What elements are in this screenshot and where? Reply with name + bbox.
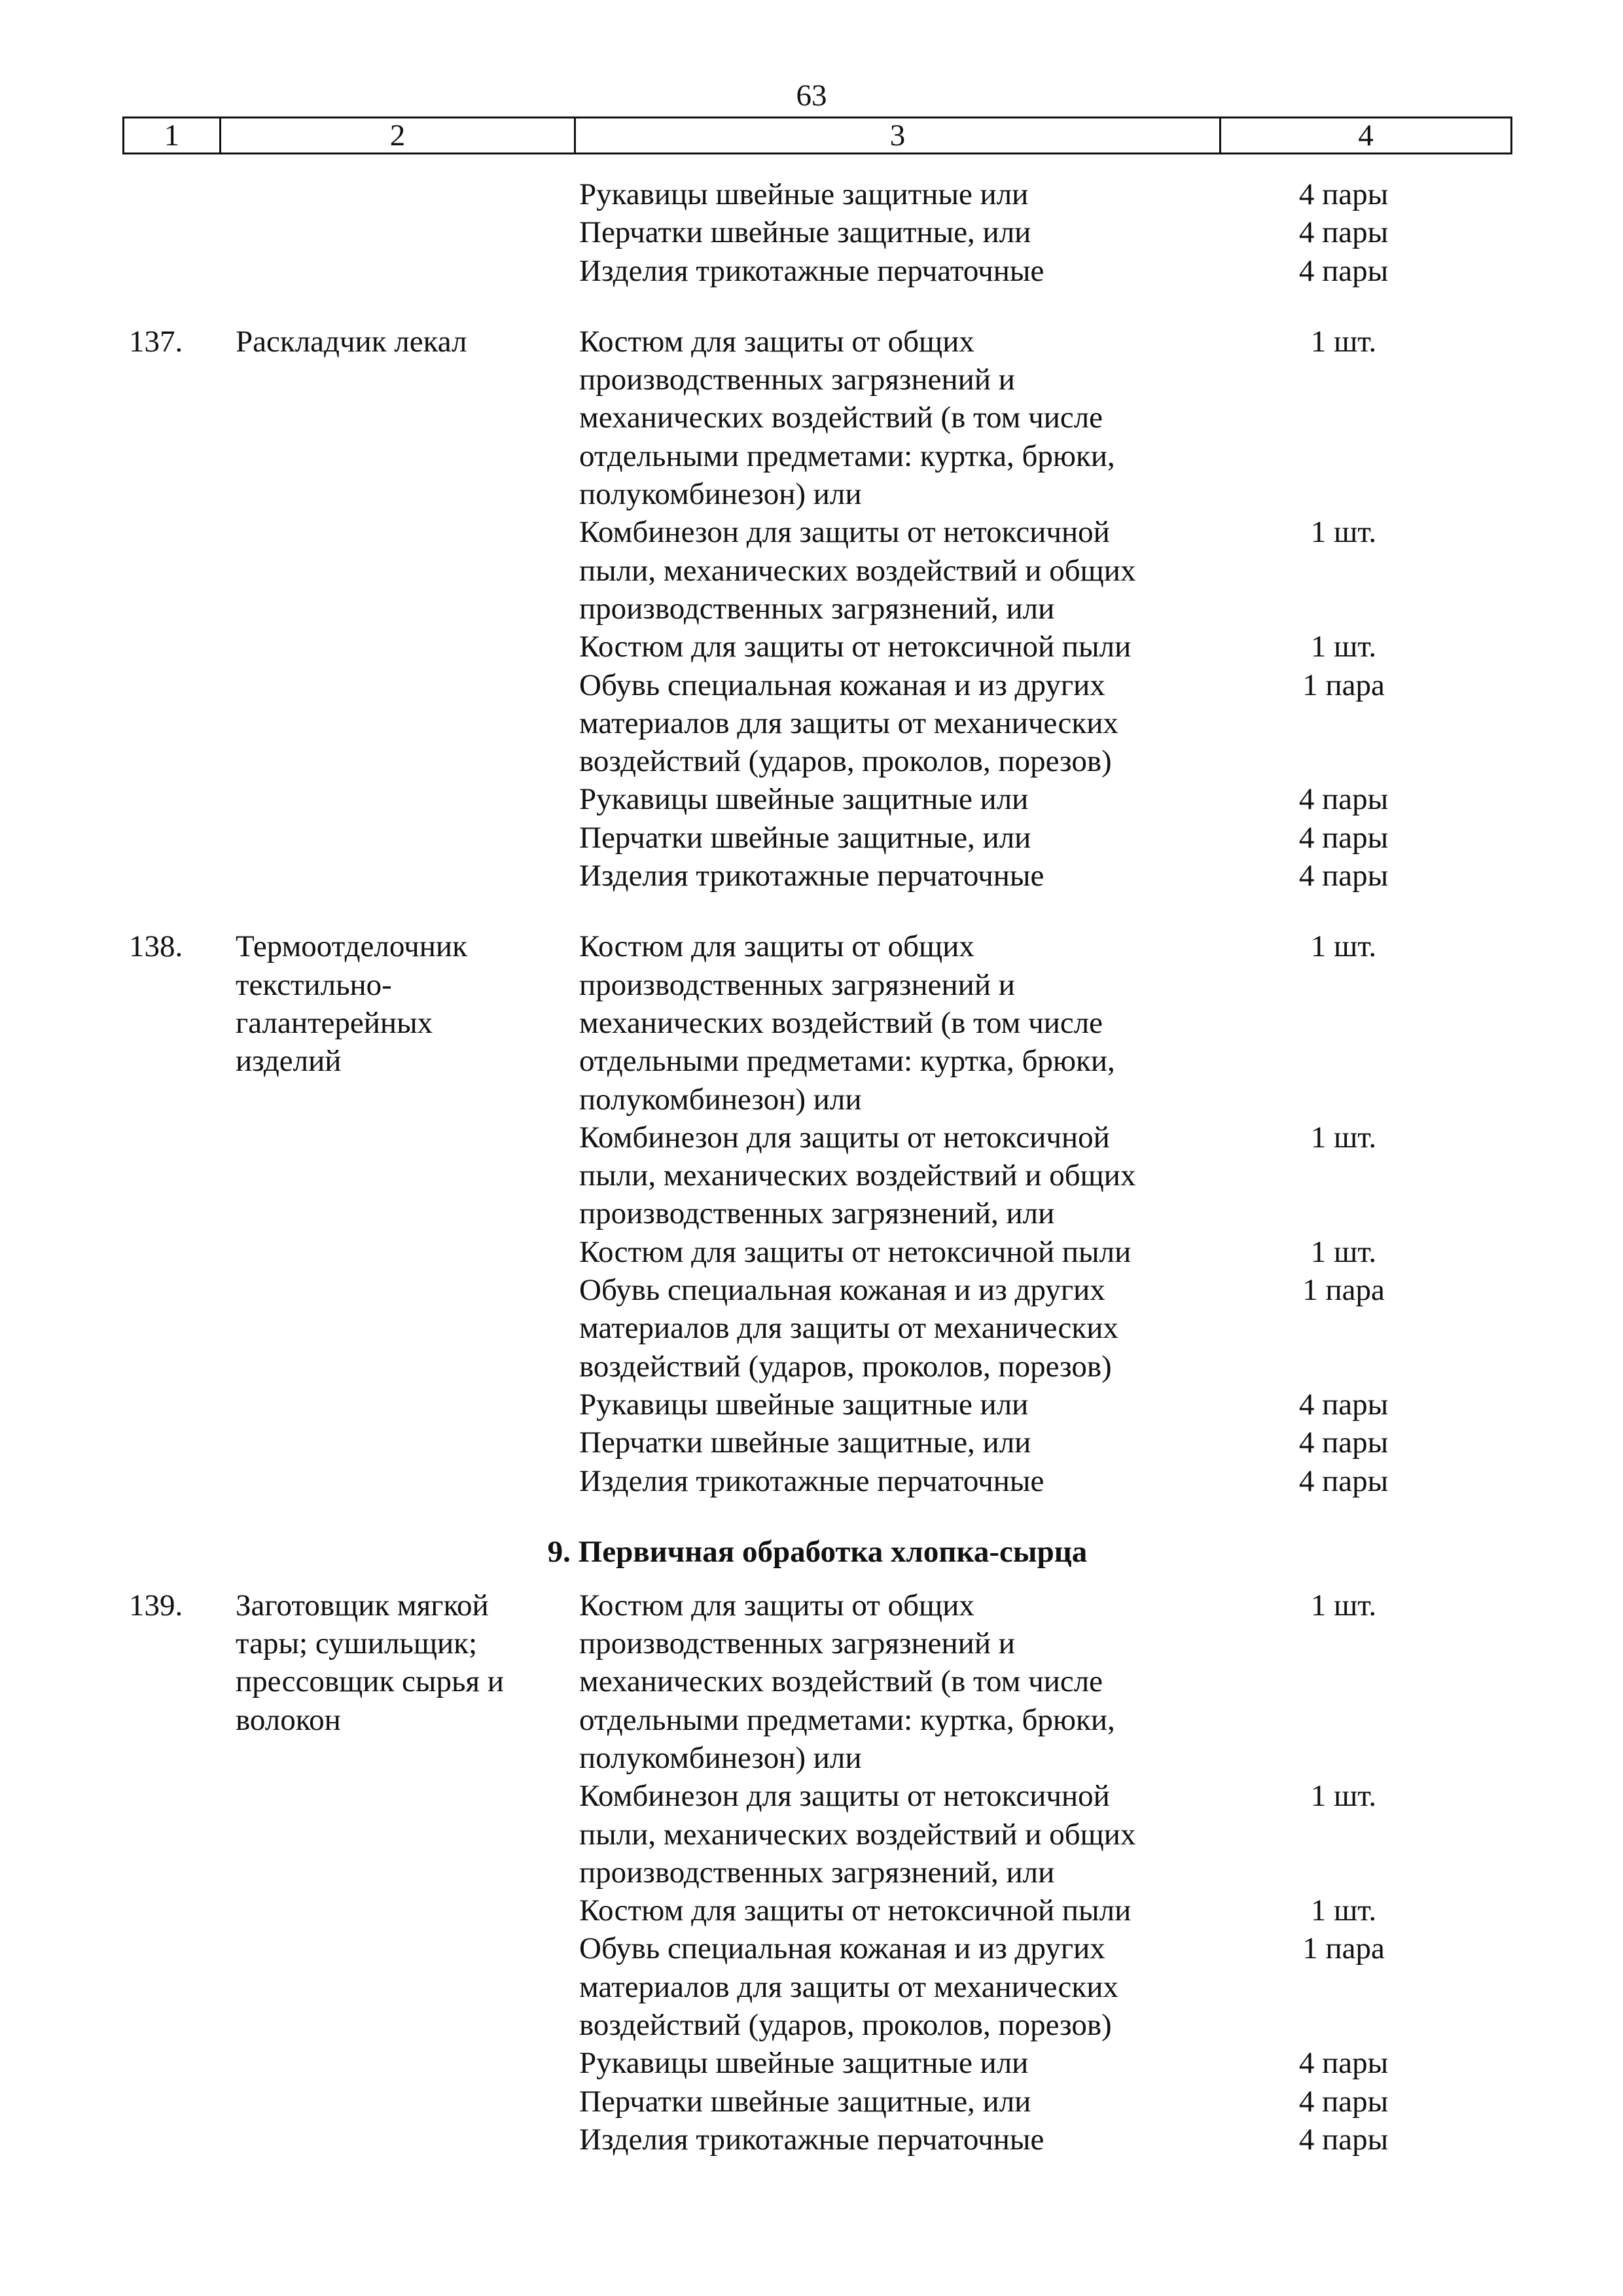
occupation-row: [122, 323, 1512, 895]
ppe-item-name-line: материалов для защиты от механических: [579, 1311, 1118, 1346]
ppe-item-name: [574, 1462, 1219, 1500]
ppe-item-name-line: Комбинезон для защиты от нетоксичной: [579, 515, 1110, 550]
ppe-item-quantity: 4 пары: [1298, 859, 1389, 893]
ppe-item-name-line: Перчатки швейные защитные, или: [579, 1426, 1031, 1460]
ppe-item-name-line: Обувь специальная кожаная и из других: [579, 1273, 1105, 1308]
ppe-item-name: [574, 513, 1219, 628]
ppe-item: [574, 857, 1512, 895]
ppe-item-name-line: Изделия трикотажные перчаточные: [579, 859, 1044, 893]
ppe-item-name-line: Костюм для защиты от общих: [579, 929, 974, 964]
ppe-item-name-line: пыли, механических воздействий и общих: [579, 1817, 1136, 1852]
ppe-item-name: [574, 2044, 1219, 2082]
ppe-item-name-line: полукомбинезон) или: [579, 1082, 862, 1117]
item-list: [574, 175, 1512, 290]
ppe-item-quantity: 1 шт.: [1310, 324, 1377, 359]
ppe-item: [574, 927, 1512, 1118]
ppe-item-name-line: Костюм для защиты от нетоксичной пыли: [579, 1234, 1132, 1269]
ppe-item-quantity: 4 пары: [1298, 1426, 1389, 1460]
occupation-name-line: Термоотделочник: [236, 929, 467, 964]
occupation-name: [219, 927, 574, 1499]
ppe-item-name-line: воздействий (ударов, проколов, порезов): [579, 1349, 1112, 1384]
occupation-name-line: прессовщик сырья и: [236, 1664, 504, 1699]
occupation-name-line: Заготовщик мягкой: [236, 1588, 489, 1623]
ppe-item-name-line: механических воздействий (в том числе: [579, 1664, 1103, 1699]
ppe-item-name-line: Комбинезон для защиты от нетоксичной: [579, 1120, 1110, 1155]
occupation-name-line: волокон: [236, 1702, 341, 1737]
column-header-table: [122, 117, 1512, 154]
ppe-item-name-line: Перчатки швейные защитные, или: [579, 215, 1031, 250]
ppe-item-quantity: 4 пары: [1298, 2122, 1389, 2157]
ppe-item-name-line: Обувь специальная кожаная и из других: [579, 1931, 1105, 1966]
occupation-name-line: Раскладчик лекал: [236, 324, 467, 359]
document-body: [122, 175, 1512, 2191]
ppe-item-quantity: 4 пары: [1298, 253, 1389, 288]
ppe-item-name: [574, 666, 1219, 781]
ppe-item-name: [574, 628, 1219, 666]
header-col-3: 3: [576, 118, 1221, 152]
ppe-item-name: [574, 857, 1219, 895]
row-number: 138.: [129, 929, 183, 964]
ppe-item-name: [574, 1777, 1219, 1892]
ppe-item-quantity: 1 пара: [1302, 668, 1385, 702]
ppe-item-name: [574, 1587, 1219, 1777]
continuation-row: [122, 175, 1512, 290]
ppe-item-name-line: производственных загрязнений и: [579, 967, 1015, 1002]
ppe-item: [574, 1386, 1512, 1424]
occupation-name: [219, 1587, 574, 2159]
ppe-item-name-line: Рукавицы швейные защитные или: [579, 1387, 1029, 1422]
ppe-item: [574, 513, 1512, 628]
page-number: 63: [796, 79, 827, 113]
ppe-item: [574, 1929, 1512, 2044]
ppe-item: [574, 1462, 1512, 1500]
ppe-item-name-line: Рукавицы швейные защитные или: [579, 2046, 1029, 2081]
ppe-item-name-line: Перчатки швейные защитные, или: [579, 820, 1031, 855]
ppe-item-name: [574, 927, 1219, 1118]
ppe-item-quantity: 4 пары: [1298, 1463, 1389, 1498]
ppe-item-name-line: воздействий (ударов, проколов, порезов): [579, 744, 1112, 779]
ppe-item: [574, 1777, 1512, 1892]
ppe-item-name-line: Рукавицы швейные защитные или: [579, 782, 1029, 817]
occupation-row: [122, 1587, 1512, 2159]
ppe-item-name-line: Рукавицы швейные защитные или: [579, 177, 1029, 211]
ppe-item-name: [574, 1892, 1219, 1929]
ppe-item-name: [574, 252, 1219, 290]
ppe-item-name-line: полукомбинезон) или: [579, 477, 862, 512]
ppe-item-quantity: 1 пара: [1302, 1273, 1385, 1308]
ppe-item-name: [574, 1233, 1219, 1271]
ppe-item-name-line: Изделия трикотажные перчаточные: [579, 253, 1044, 288]
occupation-name: [219, 323, 574, 895]
ppe-item-name-line: Костюм для защиты от общих: [579, 1588, 974, 1623]
ppe-item: [574, 2083, 1512, 2121]
ppe-item-quantity: 1 шт.: [1310, 1779, 1377, 1814]
ppe-item-name-line: производственных загрязнений и: [579, 363, 1015, 397]
ppe-item: [574, 1587, 1512, 1777]
ppe-item-quantity: 1 пара: [1302, 1931, 1385, 1966]
ppe-item-name-line: производственных загрязнений и: [579, 1626, 1015, 1661]
ppe-item: [574, 1233, 1512, 1271]
ppe-item-quantity: 1 шт.: [1310, 515, 1377, 550]
ppe-item-quantity: 1 шт.: [1310, 1120, 1377, 1155]
ppe-item-name-line: материалов для защиты от механических: [579, 1969, 1118, 2004]
ppe-item-name-line: Комбинезон для защиты от нетоксичной: [579, 1779, 1110, 1814]
ppe-item-name-line: Изделия трикотажные перчаточные: [579, 2122, 1044, 2157]
occupation-name-line: текстильно-: [236, 967, 392, 1002]
ppe-item-name: [574, 2083, 1219, 2121]
ppe-item-name-line: Перчатки швейные защитные, или: [579, 2084, 1031, 2119]
ppe-item-name-line: Костюм для защиты от общих: [579, 324, 974, 359]
ppe-item: [574, 175, 1512, 213]
ppe-item: [574, 1892, 1512, 1929]
ppe-item-name-line: пыли, механических воздействий и общих: [579, 1158, 1136, 1193]
ppe-item-name: [574, 2121, 1219, 2159]
ppe-item-quantity: 4 пары: [1298, 2046, 1389, 2081]
ppe-item-quantity: 1 шт.: [1310, 1234, 1377, 1269]
header-col-4: 4: [1358, 118, 1374, 152]
ppe-item-quantity: 1 шт.: [1310, 1588, 1377, 1623]
ppe-item: [574, 252, 1512, 290]
ppe-item: [574, 1424, 1512, 1462]
ppe-item-name: [574, 175, 1219, 213]
ppe-item-name: [574, 213, 1219, 251]
ppe-item-name-line: пыли, механических воздействий и общих: [579, 553, 1136, 588]
ppe-item: [574, 2044, 1512, 2082]
occupation-name-line: галантерейных: [236, 1005, 433, 1040]
ppe-item: [574, 780, 1512, 818]
ppe-item-name: [574, 1386, 1219, 1424]
ppe-item: [574, 1271, 1512, 1386]
ppe-item: [574, 666, 1512, 781]
ppe-item-quantity: 4 пары: [1298, 782, 1389, 817]
ppe-item-name-line: механических воздействий (в том числе: [579, 1005, 1103, 1040]
ppe-item-name-line: полукомбинезон) или: [579, 1740, 862, 1775]
item-list: [574, 927, 1512, 1499]
row-number: 137.: [129, 324, 183, 359]
ppe-item-name: [574, 1119, 1219, 1233]
ppe-item: [574, 323, 1512, 513]
ppe-item-name-line: воздействий (ударов, проколов, порезов): [579, 2008, 1112, 2043]
header-col-1: 1: [124, 118, 221, 152]
item-list: [574, 323, 1512, 895]
ppe-item-name: [574, 1271, 1219, 1386]
ppe-item-quantity: 1 шт.: [1310, 929, 1377, 964]
ppe-item-name-line: Костюм для защиты от нетоксичной пыли: [579, 630, 1132, 664]
ppe-item-quantity: 4 пары: [1298, 1387, 1389, 1422]
ppe-item-name-line: Обувь специальная кожаная и из других: [579, 668, 1105, 702]
ppe-item: [574, 628, 1512, 666]
ppe-item-name-line: материалов для защиты от механических: [579, 706, 1118, 740]
ppe-item-name-line: производственных загрязнений, или: [579, 1196, 1055, 1231]
ppe-item-name: [574, 780, 1219, 818]
section-title: 9. Первичная обработка хлопка-сырца: [547, 1534, 1088, 1569]
ppe-item-quantity: 4 пары: [1298, 2084, 1389, 2119]
row-number: 139.: [129, 1588, 183, 1623]
ppe-item: [574, 1119, 1512, 1233]
ppe-item-name-line: Костюм для защиты от нетоксичной пыли: [579, 1893, 1132, 1928]
entries-group-2: [122, 1587, 1512, 2191]
ppe-item: [574, 819, 1512, 857]
ppe-item: [574, 213, 1512, 251]
ppe-item-quantity: 4 пары: [1298, 820, 1389, 855]
ppe-item-name: [574, 819, 1219, 857]
ppe-item-name-line: производственных загрязнений, или: [579, 1855, 1055, 1890]
ppe-item-name: [574, 1424, 1219, 1462]
header-col-2: 2: [221, 118, 576, 152]
ppe-item-quantity: 4 пары: [1298, 177, 1389, 211]
ppe-item-name: [574, 323, 1219, 513]
entries-group-1: [122, 323, 1512, 1533]
occupation-name-line: изделий: [236, 1044, 342, 1079]
ppe-item-name-line: отдельными предметами: куртка, брюки,: [579, 1044, 1115, 1079]
ppe-item-name: [574, 1929, 1219, 2044]
ppe-item: [574, 2121, 1512, 2159]
item-list: [574, 1587, 1512, 2159]
ppe-item-name-line: отдельными предметами: куртка, брюки,: [579, 1702, 1115, 1737]
occupation-name-line: тары; сушильщик;: [236, 1626, 478, 1661]
ppe-item-name-line: производственных загрязнений, или: [579, 591, 1055, 626]
ppe-item-name-line: механических воздействий (в том числе: [579, 401, 1103, 435]
ppe-item-name-line: отдельными предметами: куртка, брюки,: [579, 439, 1115, 473]
ppe-item-quantity: 1 шт.: [1310, 1893, 1377, 1928]
ppe-item-quantity: 1 шт.: [1310, 630, 1377, 664]
occupation-row: [122, 927, 1512, 1499]
ppe-item-name-line: Изделия трикотажные перчаточные: [579, 1463, 1044, 1498]
ppe-item-quantity: 4 пары: [1298, 215, 1389, 250]
